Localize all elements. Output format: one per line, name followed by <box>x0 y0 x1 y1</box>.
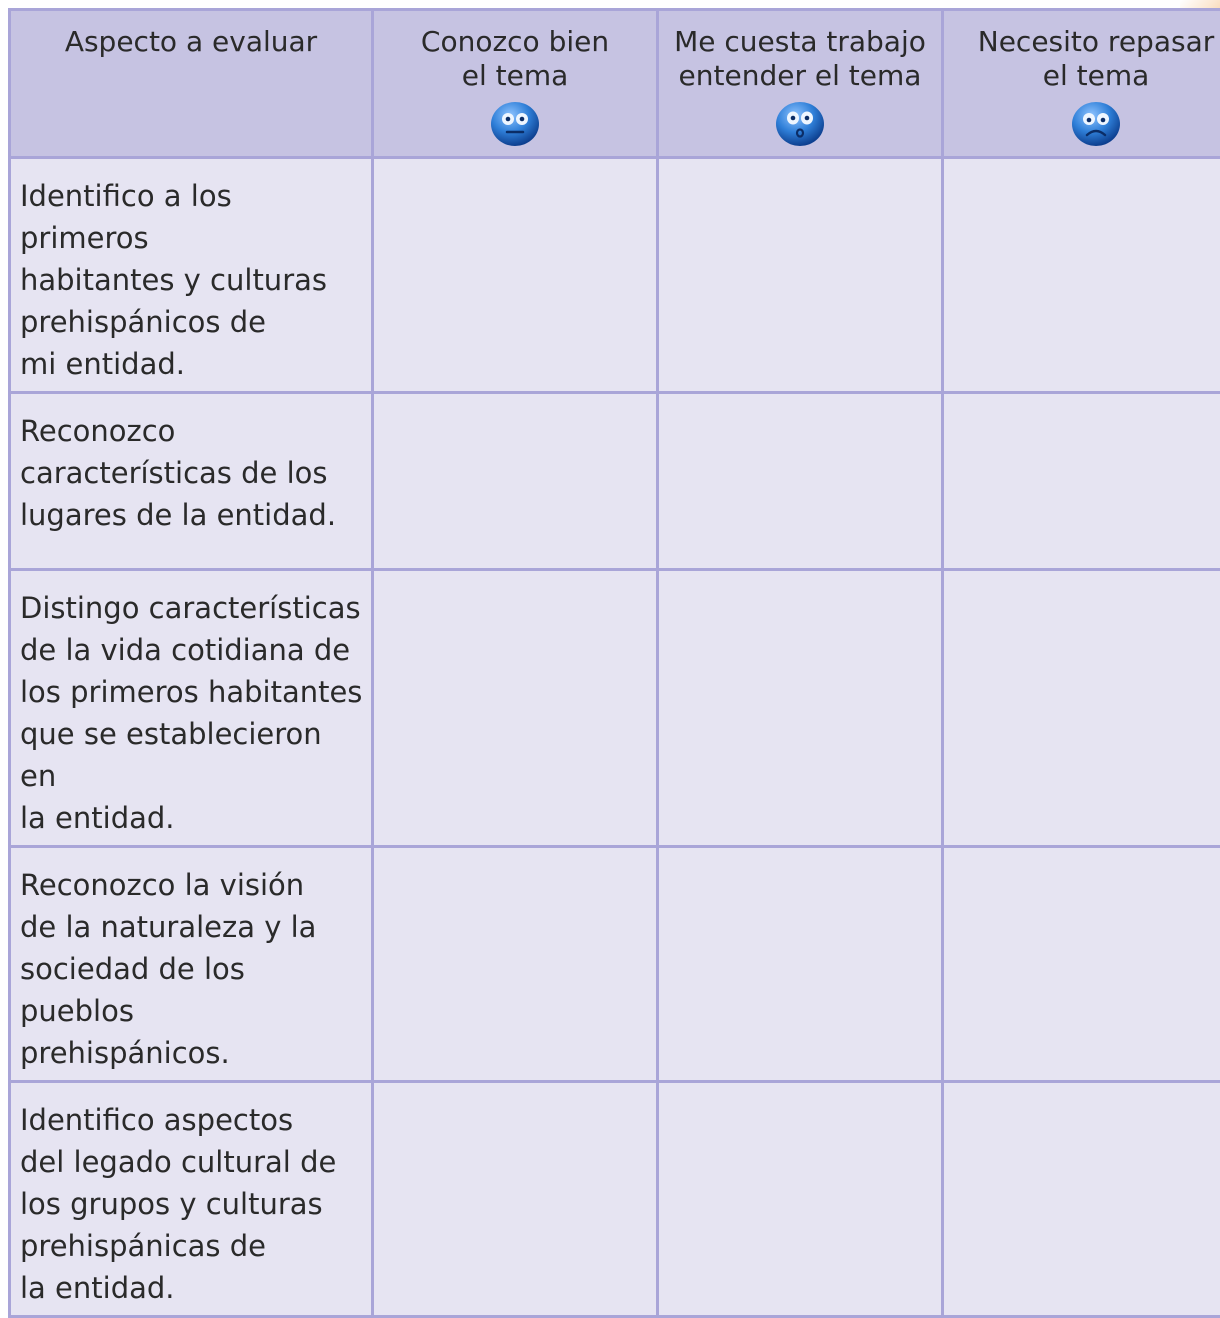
header-need-review-label: Necesito repasar el tema <box>944 25 1220 93</box>
hard-to-understand-cell[interactable] <box>658 847 943 1082</box>
aspect-text: Identifico aspectos del legado cultural de los grupos y culturas prehispánicas de la entidad. <box>20 1099 363 1309</box>
neutral-face-icon <box>490 101 540 155</box>
header-aspect <box>10 10 373 158</box>
know-well-cell[interactable] <box>373 158 658 393</box>
table-row <box>10 570 1220 847</box>
need-review-cell[interactable] <box>943 1082 1220 1317</box>
table-row <box>10 393 1220 570</box>
hard-to-understand-cell[interactable] <box>658 570 943 847</box>
need-review-cell[interactable] <box>943 847 1220 1082</box>
know-well-cell[interactable] <box>373 570 658 847</box>
hard-to-understand-cell[interactable] <box>658 393 943 570</box>
table-row <box>10 847 1220 1082</box>
aspect-cell <box>10 847 373 1082</box>
aspect-text: Identifico a los primeros habitantes y culturas prehispánicos de mi entidad. <box>20 175 363 385</box>
worried-face-icon <box>775 101 825 155</box>
aspect-text: Distingo características de la vida cotidiana de los primeros habitantes que se establecieron en la entidad. <box>20 587 363 839</box>
aspect-text: Reconozco la visión de la naturaleza y la sociedad de los pueblos prehispánicos. <box>20 864 363 1074</box>
aspect-cell <box>10 1082 373 1317</box>
header-know-well <box>373 10 658 158</box>
need-review-cell[interactable] <box>943 570 1220 847</box>
sad-face-icon <box>1071 101 1121 155</box>
table-row <box>10 158 1220 393</box>
need-review-cell[interactable] <box>943 393 1220 570</box>
table-row <box>10 1082 1220 1317</box>
aspect-cell <box>10 393 373 570</box>
header-row <box>10 10 1220 158</box>
aspect-cell <box>10 570 373 847</box>
know-well-cell[interactable] <box>373 393 658 570</box>
header-hard-to-understand <box>658 10 943 158</box>
know-well-cell[interactable] <box>373 1082 658 1317</box>
header-aspect-label: Aspecto a evaluar <box>11 25 371 59</box>
aspect-cell <box>10 158 373 393</box>
header-hard-to-understand-label: Me cuesta trabajo entender el tema <box>659 25 941 93</box>
header-know-well-label: Conozco bien el tema <box>374 25 656 93</box>
hard-to-understand-cell[interactable] <box>658 158 943 393</box>
hard-to-understand-cell[interactable] <box>658 1082 943 1317</box>
aspect-text: Reconozco características de los lugares de la entidad. <box>20 410 363 536</box>
know-well-cell[interactable] <box>373 847 658 1082</box>
header-need-review <box>943 10 1220 158</box>
self-evaluation-table <box>8 8 1220 1318</box>
need-review-cell[interactable] <box>943 158 1220 393</box>
